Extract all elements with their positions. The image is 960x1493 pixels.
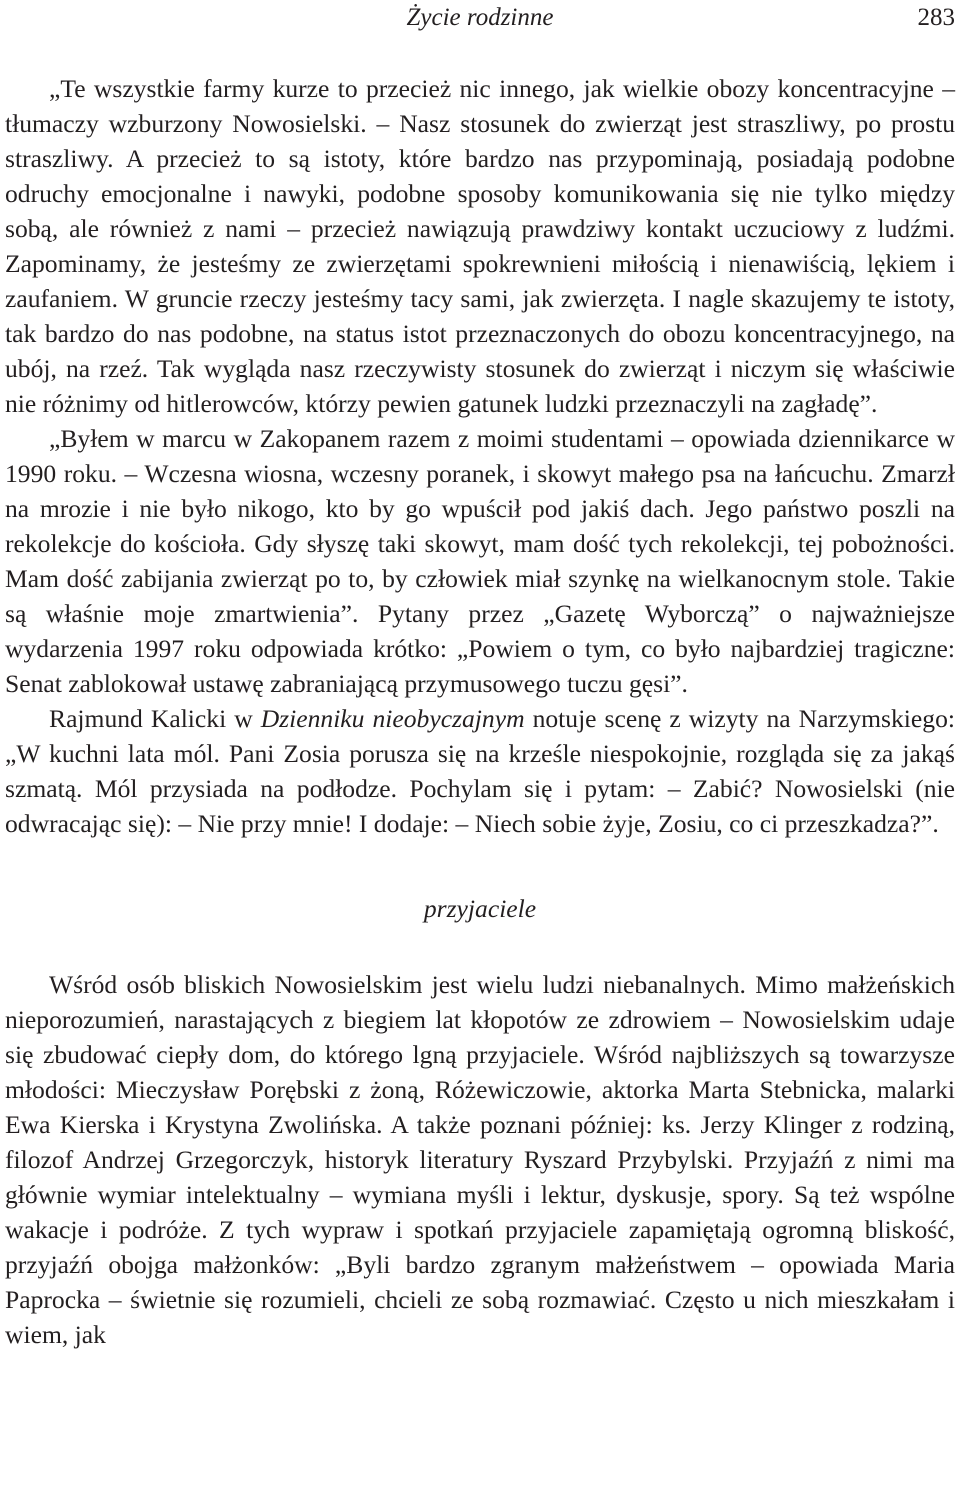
- section-heading-przyjaciele: przyjaciele: [423, 894, 537, 923]
- body-text: [5, 71, 955, 1352]
- book-title-italic: Dzienniku nieobyczajnym: [260, 704, 525, 733]
- paragraph-friends: Wśród osób bliskich Nowosielskim jest wielu ludzi niebanalnych. Mimo małżeńskich nieporozumień, narastających z biegiem lat kłopotów ze zdrowiem – Nowosielskim udaje się zbudować ciepły dom, do którego lgną przyjaciele. Wśród najbliższych są towarzysze młodości: Mieczysław Porębski z żoną, Różewiczowie, aktorka Marta Stebnicka, malarki Ewa Kierska i Krystyna Zwolińska. A także poznani później: ks. Jerzy Klinger z rodziną, filozof Andrzej Grzegorczyk, historyk literatury Ryszard Przybylski. Przyjaźń z nimi ma głównie wymiar intelektualny – wymiana myśli i lektur, dyskusje, spory. Są też wspólne wakacje i podróże. Z tych wypraw i spotkań przyjaciele zapamiętają ogromną bliskość, przyjaźń obojga małżonków: „Byli bardzo zgranym małżeństwem – opowiada Maria Paprocka – świetnie się rozumieli, chcieli ze sobą rozmawiać. Często u nich mieszkałam i wiem, jak: [5, 970, 955, 1349]
- running-title: Życie rodzinne: [406, 4, 554, 31]
- paragraph-farm-quote: „Te wszystkie farmy kurze to przecież nic innego, jak wielkie obozy koncentracyjne – tłumaczy wzburzony Nowosielski. – Nasz stosunek do zwierząt jest straszliwy, po prostu straszliwy. A przecież to są istoty, które bardzo nas przypominają, posiadają podobne odruchy emocjonalne i nawyki, podobne sposoby komunikowania się nie tylko między sobą, ale również z nami – przecież nawiązują prawdziwy kontakt uczuciowy z ludźmi. Zapominamy, że jesteśmy ze zwierzętami spokrewnieni miłością i nienawiścią, lękiem i zaufaniem. W gruncie rzeczy jesteśmy tacy sami, jak zwierzęta. I nagle skazujemy te istoty, tak bardzo do nas podobne, na status istot przeznaczonych do obozu koncentracyjnego, na ubój, na rzeź. Tak wygląda nasz rzeczywisty stosunek do zwierząt i niczym się właściwie nie różnimy od hitlerowców, którzy pewien gatunek ludzki przeznaczyli na zagładę”.: [5, 74, 955, 418]
- paragraph-kalicki: [5, 701, 955, 841]
- paragraph-kalicki-intro: Rajmund Kalicki w: [49, 704, 261, 733]
- paragraph-kalicki-rest: notuje scenę z wizyty na Narzymskiego: „W kuchni lata mól. Pani Zosia porusza się na krześle niespokojnie, rozgląda się za jakąś szmatą. Mól przysiada na podłodze. Pochylam się i pytam: – Zabić? Nowosielski (nie odwracając się): – Nie przy mnie! I dodaje: – Niech sobie żyje, Zosiu, co ci przeszkadza?”.: [5, 704, 955, 838]
- paragraph-zakopane-quote: „Byłem w marcu w Zakopanem razem z moimi studentami – opowiada dziennikarce w 1990 roku. – Wczesna wiosna, wczesny poranek, i skowyt małego psa na łańcuchu. Zmarzł na mrozie i nie było nikogo, kto by go wpuścił pod jakiś dach. Jego państwo poszli na rekolekcje do kościoła. Gdy słyszę taki skowyt, mam dość tych rekolekcji, tej pobożności. Mam dość zabijania zwierząt po to, by człowiek miał szynkę na wielkanocnym stole. Takie są właśnie moje zmartwienia”. Pytany przez „Gazetę Wyborczą” o najważniejsze wydarzenia 1997 roku odpowiada krótko: „Powiem o tym, co było najbardziej tragiczne: Senat zablokował ustawę zabraniającą przymusowego tuczu gęsi”.: [5, 424, 955, 698]
- running-header: [5, 0, 955, 36]
- page-number: 283: [917, 4, 955, 31]
- book-page: [5, 0, 955, 1493]
